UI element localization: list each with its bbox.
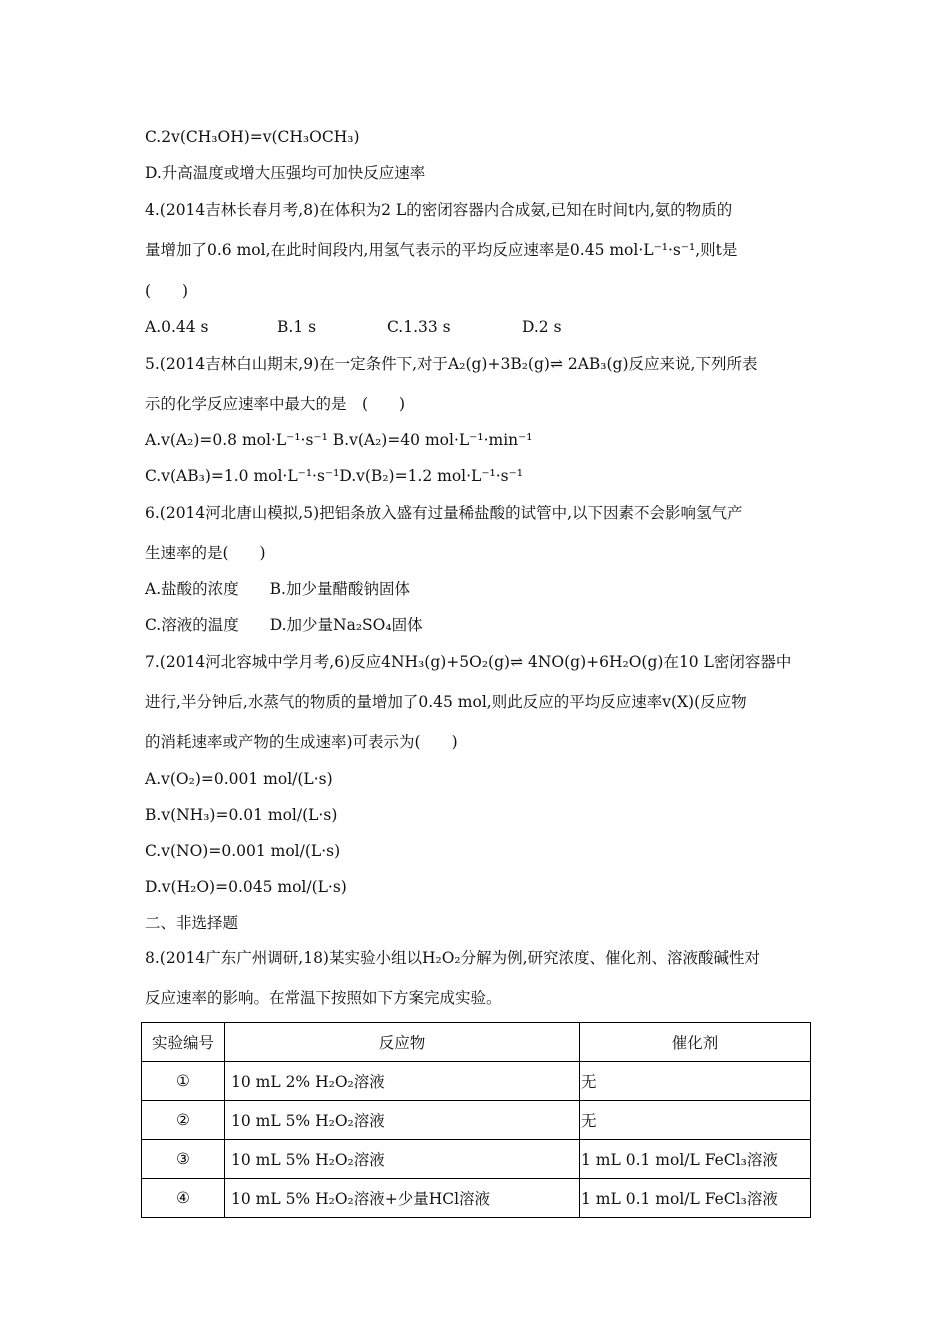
header-reactant: 反应物 [225,1023,580,1062]
catalyst-cell: 1 mL 0.1 mol/L FeCl₃溶液 [580,1179,811,1218]
q5-options-cd: C.v(AB₃)=1.0 mol·L⁻¹·s⁻¹D.v(B₂)=1.2 mol·L⁻¹·s⁻¹ [145,467,524,485]
q6-stem-line1: 6.(2014河北唐山模拟,5)把铝条放入盛有过量稀盐酸的试管中,以下因素不会影响氢气产 [145,504,743,522]
table-row [142,1179,811,1218]
q4-option-c: C.1.33 s [387,318,451,336]
q7-option-d: D.v(H₂O)=0.045 mol/(L·s) [145,878,347,896]
q7-option-a: A.v(O₂)=0.001 mol/(L·s) [145,770,333,788]
q4-stem-line1: 4.(2014吉林长春月考,8)在体积为2 L的密闭容器内合成氨,已知在时间t内,氨的物质的 [145,201,733,219]
reactant-cell: 10 mL 5% H₂O₂溶液+少量HCl溶液 [225,1179,580,1218]
experiment-number: ④ [142,1179,225,1218]
reactant-cell: 10 mL 5% H₂O₂溶液 [225,1140,580,1179]
experiment-table [141,1022,811,1218]
q7-option-c: C.v(NO)=0.001 mol/(L·s) [145,842,341,860]
table-row [142,1062,811,1101]
section-heading: 二、非选择题 [145,914,239,932]
q7-stem-line3: 的消耗速率或产物的生成速率)可表示为( ) [145,733,458,751]
reactant-cell: 10 mL 2% H₂O₂溶液 [225,1062,580,1101]
q5-stem-line2: 示的化学反应速率中最大的是 ( ) [145,395,406,413]
experiment-number: ③ [142,1140,225,1179]
table-row [142,1140,811,1179]
q4-option-b: B.1 s [277,318,317,336]
q6-options-cd: C.溶液的温度 D.加少量Na₂SO₄固体 [145,616,423,634]
q3-option-d: D.升高温度或增大压强均可加快反应速率 [145,164,426,182]
q4-answer-bracket: ( ) [145,282,189,300]
q4-options [145,317,815,337]
q7-option-b: B.v(NH₃)=0.01 mol/(L·s) [145,806,338,824]
q4-option-a: A.0.44 s [145,318,209,336]
q7-stem-line1: 7.(2014河北容城中学月考,6)反应4NH₃(g)+5O₂(g)⇌ 4NO(g)+6H₂O(g)在10 L密闭容器中 [145,653,792,671]
header-catalyst: 催化剂 [580,1023,811,1062]
q3-option-c: C.2v(CH₃OH)=v(CH₃OCH₃) [145,128,360,146]
catalyst-cell: 无 [580,1101,811,1140]
q6-options-ab: A.盐酸的浓度 B.加少量醋酸钠固体 [145,580,410,598]
catalyst-cell: 无 [580,1062,811,1101]
q4-option-d: D.2 s [522,318,562,336]
q5-stem-line1: 5.(2014吉林白山期末,9)在一定条件下,对于A₂(g)+3B₂(g)⇌ 2AB₃(g)反应来说,下列所表 [145,355,758,373]
experiment-number: ② [142,1101,225,1140]
catalyst-cell: 1 mL 0.1 mol/L FeCl₃溶液 [580,1140,811,1179]
table-header-row [142,1023,811,1062]
reactant-cell: 10 mL 5% H₂O₂溶液 [225,1101,580,1140]
q5-options-ab: A.v(A₂)=0.8 mol·L⁻¹·s⁻¹ B.v(A₂)=40 mol·L⁻¹·min⁻¹ [145,431,533,449]
table-row [142,1101,811,1140]
q7-stem-line2: 进行,半分钟后,水蒸气的物质的量增加了0.45 mol,则此反应的平均反应速率v(X)(反应物 [145,693,747,711]
q8-stem-line2: 反应速率的影响。在常温下按照如下方案完成实验。 [145,989,502,1007]
q6-stem-line2: 生速率的是( ) [145,544,266,562]
experiment-number: ① [142,1062,225,1101]
header-experiment-number: 实验编号 [142,1023,225,1062]
q4-stem-line2: 量增加了0.6 mol,在此时间段内,用氢气表示的平均反应速率是0.45 mol·L⁻¹·s⁻¹,则t是 [145,241,738,259]
q8-stem-line1: 8.(2014广东广州调研,18)某实验小组以H₂O₂分解为例,研究浓度、催化剂、溶液酸碱性对 [145,949,761,967]
